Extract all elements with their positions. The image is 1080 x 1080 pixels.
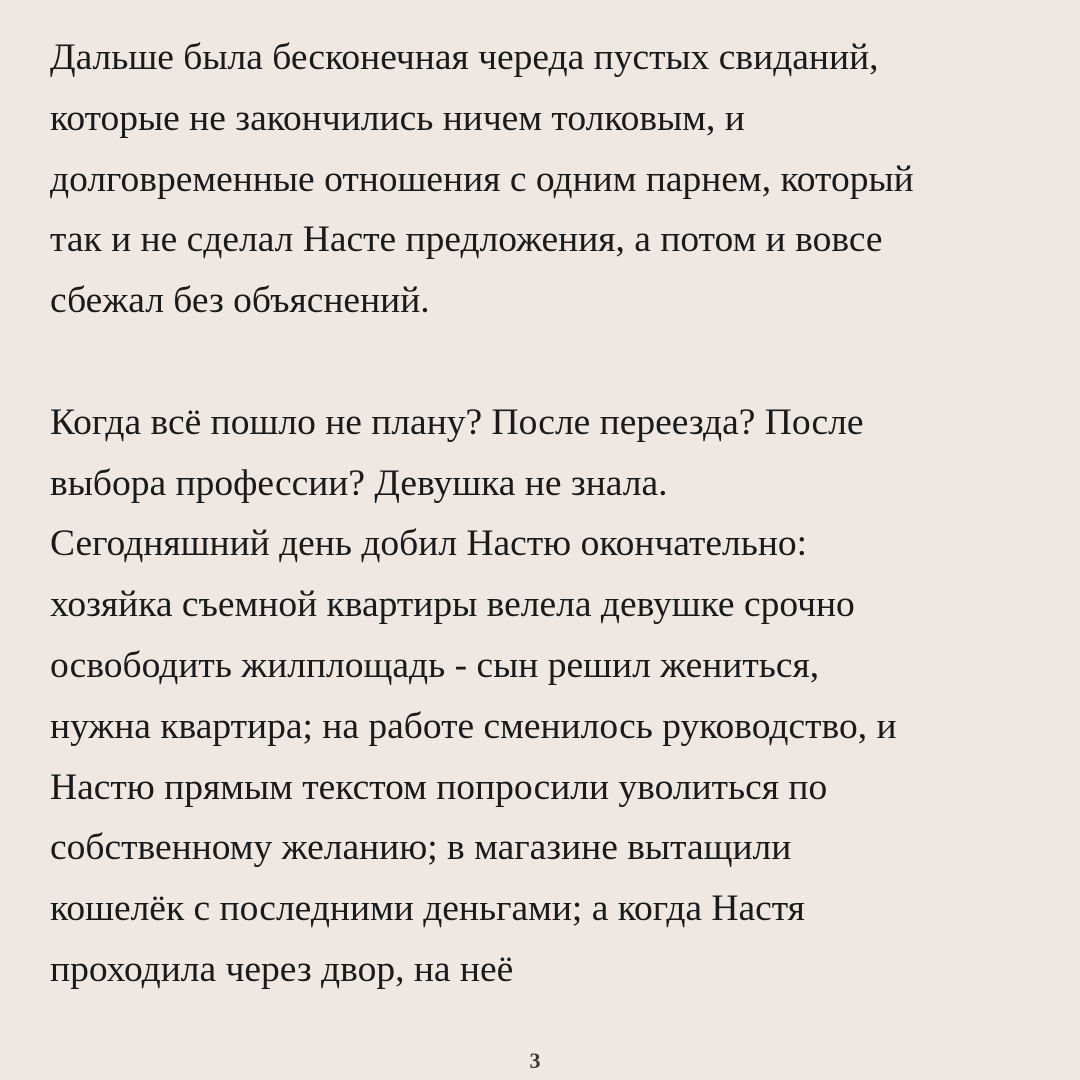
text-line: Сегодняшний день добил Настю окончательно: — [50, 523, 808, 565]
text-line: Когда всё пошло не плану? После переезда? После — [50, 401, 864, 443]
text-line: сбежал без объяснений. — [50, 280, 430, 322]
paragraph-spacer — [50, 332, 1060, 393]
text-line: Дальше была бесконечная череда пустых свиданий, — [50, 37, 879, 78]
text-line: проходила через двор, на неё — [50, 948, 514, 990]
paragraph-1 — [50, 28, 1060, 332]
paragraph-2 — [50, 393, 1060, 1001]
text-line: которые не закончились ничем толковым, и — [50, 97, 745, 139]
text-line: долговременные отношения с одним парнем, который — [50, 158, 914, 200]
text-line: хозяйка съемной квартиры велела девушке срочно — [50, 584, 855, 626]
text-line: Настю прямым текстом попросили уволиться по — [50, 766, 828, 808]
document-body — [50, 28, 1060, 1001]
text-line: освободить жилплощадь - сын решил жениться, — [50, 644, 820, 686]
page-number: 3 — [529, 1048, 541, 1073]
text-line: собственному желанию; в магазине вытащили — [50, 827, 792, 869]
text-line: выбора профессии? Девушка не знала. — [50, 462, 668, 504]
text-line: кошелёк с последними деньгами; а когда Настя — [50, 888, 805, 930]
text-line: нужна квартира; на работе сменилось руководство, и — [50, 705, 897, 747]
text-line: так и не сделал Насте предложения, а потом и вовсе — [50, 219, 883, 261]
